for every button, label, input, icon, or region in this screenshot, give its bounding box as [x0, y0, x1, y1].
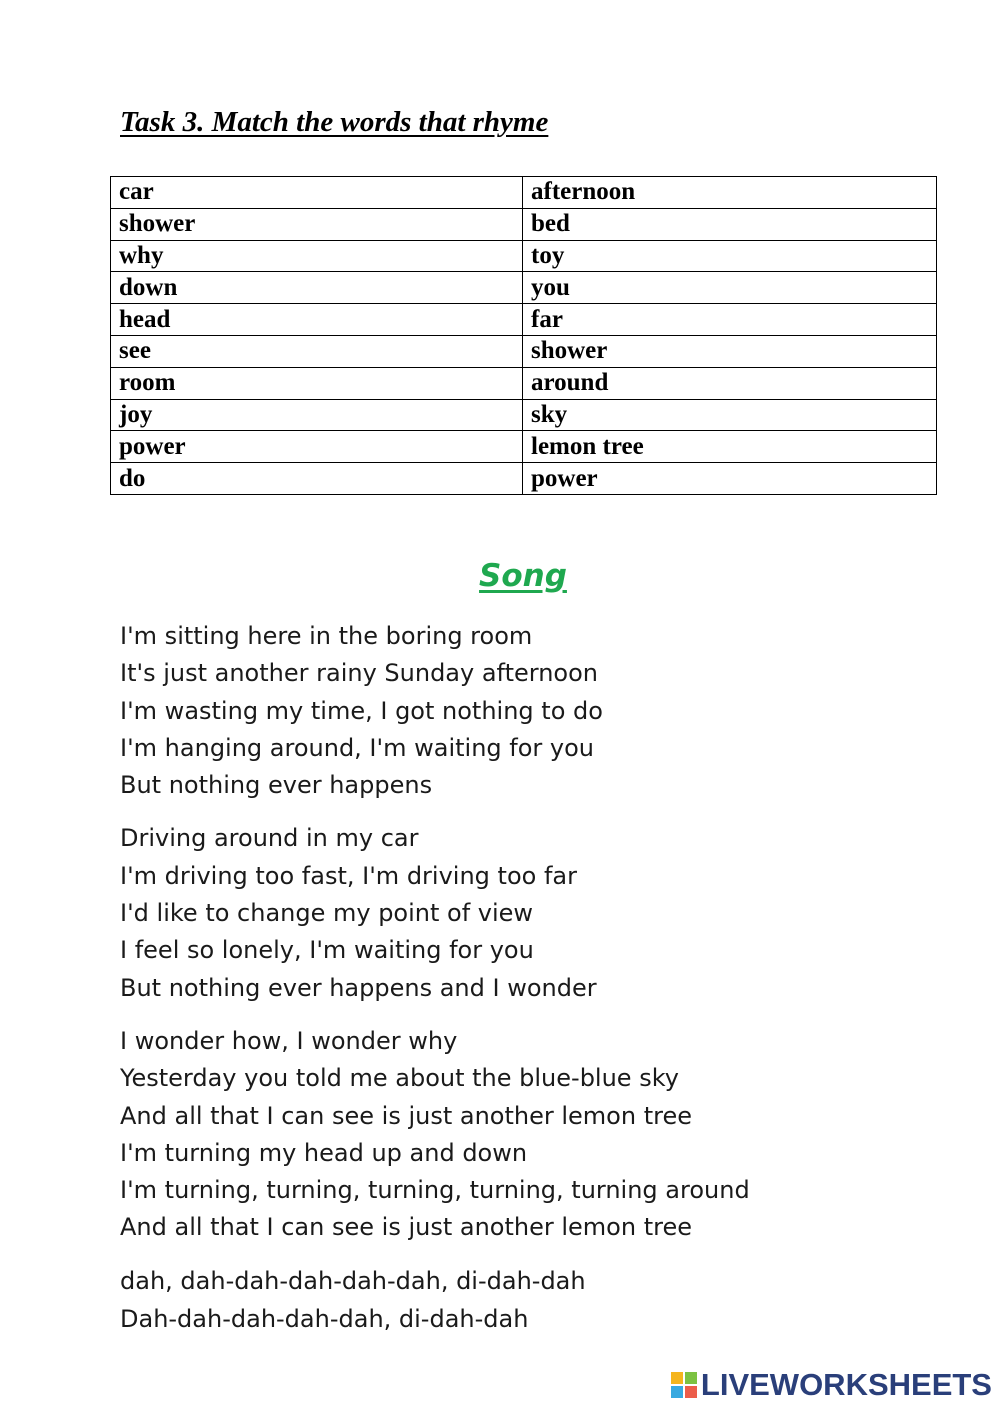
lyric-line: Yesterday you told me about the blue-blue sky [120, 1064, 679, 1093]
table-row [111, 272, 937, 304]
lyric-line: I'm wasting my time, I got nothing to do [120, 696, 603, 725]
table-row [111, 367, 937, 399]
rhyme-table [110, 176, 937, 495]
lyric-line: But nothing ever happens and I wonder [120, 973, 597, 1002]
lyric-line: I feel so lonely, I'm waiting for you [120, 936, 534, 965]
brand-footer [671, 1367, 992, 1403]
right-word-cell: far [523, 304, 937, 336]
table-row [111, 177, 937, 209]
table-row [111, 335, 937, 367]
right-word-cell: power [523, 463, 937, 495]
liveworksheets-logo-icon [671, 1372, 697, 1398]
lyric-line: It's just another rainy Sunday afternoon [120, 659, 598, 688]
left-word-cell: do [111, 463, 523, 495]
right-word-cell: lemon tree [523, 431, 937, 463]
lyric-line: I'm turning, turning, turning, turning, turning around [120, 1176, 750, 1205]
left-word-cell: room [111, 367, 523, 399]
song-stanza [120, 1263, 920, 1339]
lyric-line: I wonder how, I wonder why [120, 1026, 458, 1055]
song-title: Song [479, 558, 567, 594]
lyric-line: I'm hanging around, I'm waiting for you [120, 733, 594, 762]
table-row [111, 304, 937, 336]
table-row [111, 463, 937, 495]
right-word-cell: bed [523, 208, 937, 240]
lyric-line: I'm driving too fast, I'm driving too far [120, 861, 577, 890]
right-word-cell: shower [523, 335, 937, 367]
lyric-line: Dah-dah-dah-dah-dah, di-dah-dah [120, 1304, 529, 1333]
left-word-cell: see [111, 335, 523, 367]
table-row [111, 431, 937, 463]
song-lyrics [120, 618, 920, 1355]
right-word-cell: sky [523, 399, 937, 431]
left-word-cell: joy [111, 399, 523, 431]
lyric-line: I'm sitting here in the boring room [120, 622, 533, 650]
left-word-cell: car [111, 177, 523, 209]
task-title: Task 3. Match the words that rhyme [120, 106, 549, 138]
lyric-line: dah, dah-dah-dah-dah-dah, di-dah-dah [120, 1266, 586, 1295]
lyric-line: I'd like to change my point of view [120, 899, 534, 928]
left-word-cell: head [111, 304, 523, 336]
right-word-cell: afternoon [523, 177, 937, 209]
right-word-cell: you [523, 272, 937, 304]
lyric-line: Driving around in my car [120, 824, 419, 853]
left-word-cell: down [111, 272, 523, 304]
lyric-line: And all that I can see is just another lemon tree [120, 1101, 692, 1130]
table-row [111, 208, 937, 240]
left-word-cell: shower [111, 208, 523, 240]
table-row [111, 399, 937, 431]
lyric-line: And all that I can see is just another lemon tree [120, 1213, 692, 1242]
song-stanza [120, 820, 920, 1006]
left-word-cell: why [111, 240, 523, 272]
right-word-cell: around [523, 367, 937, 399]
lyric-line: But nothing ever happens [120, 771, 433, 800]
table-row [111, 240, 937, 272]
song-stanza [120, 1023, 920, 1247]
left-word-cell: power [111, 431, 523, 463]
lyric-line: I'm turning my head up and down [120, 1138, 528, 1167]
song-stanza [120, 618, 920, 804]
right-word-cell: toy [523, 240, 937, 272]
brand-name: LIVEWORKSHEETS [700, 1367, 992, 1402]
